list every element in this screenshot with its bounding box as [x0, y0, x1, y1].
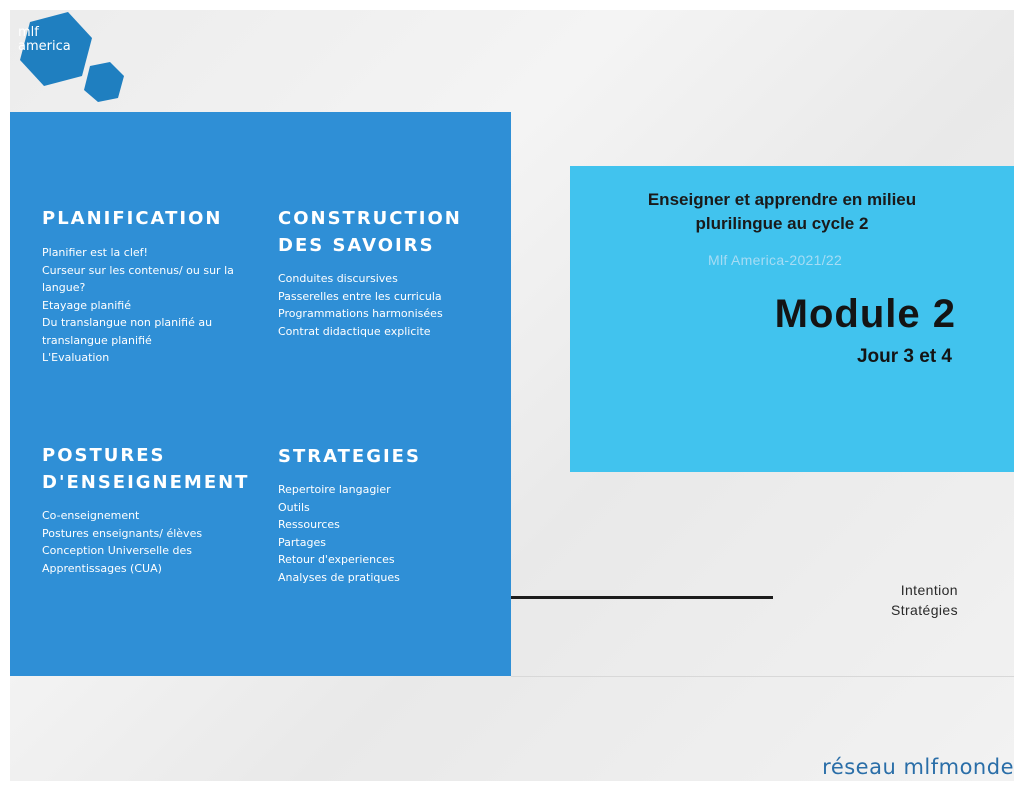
list-item: Repertoire langagier — [278, 483, 391, 496]
course-title-line-1: Enseigner et apprendre en milieu — [647, 190, 917, 209]
section-title: STRATEGIES — [278, 446, 421, 467]
list-item: Postures enseignants/ élèves — [42, 526, 203, 540]
list-item: Partages — [278, 535, 326, 549]
list-item: Programmations harmonisées — [278, 307, 443, 320]
intention-notes — [891, 580, 958, 620]
section-construction-des-savoirs — [278, 205, 503, 340]
note-strategies: Stratégies — [890, 602, 958, 618]
hexagon-logo-icon — [10, 10, 125, 102]
list-item: Outils — [278, 500, 310, 514]
title-panel — [570, 166, 1014, 472]
section-strategies — [278, 443, 503, 586]
section-list — [278, 481, 503, 586]
list-item: Conception Universelle des — [42, 544, 192, 557]
logo-wordmark — [18, 26, 88, 54]
list-item: Analyses de pratiques — [278, 570, 400, 584]
section-title: PLANIFICATION — [42, 208, 223, 229]
module-title: Module 2 — [774, 292, 956, 336]
year-label: Mlf America-2021/22 — [708, 252, 843, 268]
list-item: langue? — [42, 281, 86, 294]
footer-divider — [511, 676, 1014, 677]
course-title-line-2: plurilingue au cycle 2 — [695, 214, 869, 233]
list-item: Contrat didactique explicite — [278, 324, 431, 338]
section-planification — [42, 205, 272, 367]
list-item: Co-enseignement — [42, 509, 140, 522]
list-item: Passerelles entre les curricula — [278, 289, 442, 303]
section-list — [42, 244, 272, 367]
list-item: Curseur sur les contenus/ ou sur la — [42, 263, 234, 277]
note-intention: Intention — [900, 582, 958, 598]
topics-panel — [10, 112, 511, 676]
section-postures-enseignement — [42, 442, 274, 577]
section-list — [278, 270, 503, 340]
list-item: Du translangue non planifié au — [42, 316, 213, 329]
days-label: Jour 3 et 4 — [856, 346, 952, 367]
list-item: Conduites discursives — [278, 272, 398, 285]
list-item: Retour d'experiences — [278, 553, 395, 566]
section-title: CONSTRUCTION DES SAVOIRS — [278, 208, 462, 256]
list-item: L'Evaluation — [42, 351, 110, 364]
list-item: Ressources — [278, 518, 340, 531]
footer-brand: réseau mlfmonde — [822, 755, 1014, 779]
logo-line-america: america — [18, 39, 71, 54]
section-title: POSTURES D'ENSEIGNEMENT — [42, 445, 250, 493]
logo-line-mlf: mlf — [18, 25, 39, 40]
divider-rule — [511, 596, 773, 599]
list-item: Apprentissages (CUA) — [42, 561, 162, 575]
list-item: Etayage planifié — [42, 298, 132, 312]
section-list — [42, 507, 274, 577]
list-item: Planifier est la clef! — [42, 246, 148, 259]
list-item: translangue planifié — [42, 333, 152, 347]
course-title — [570, 188, 994, 236]
